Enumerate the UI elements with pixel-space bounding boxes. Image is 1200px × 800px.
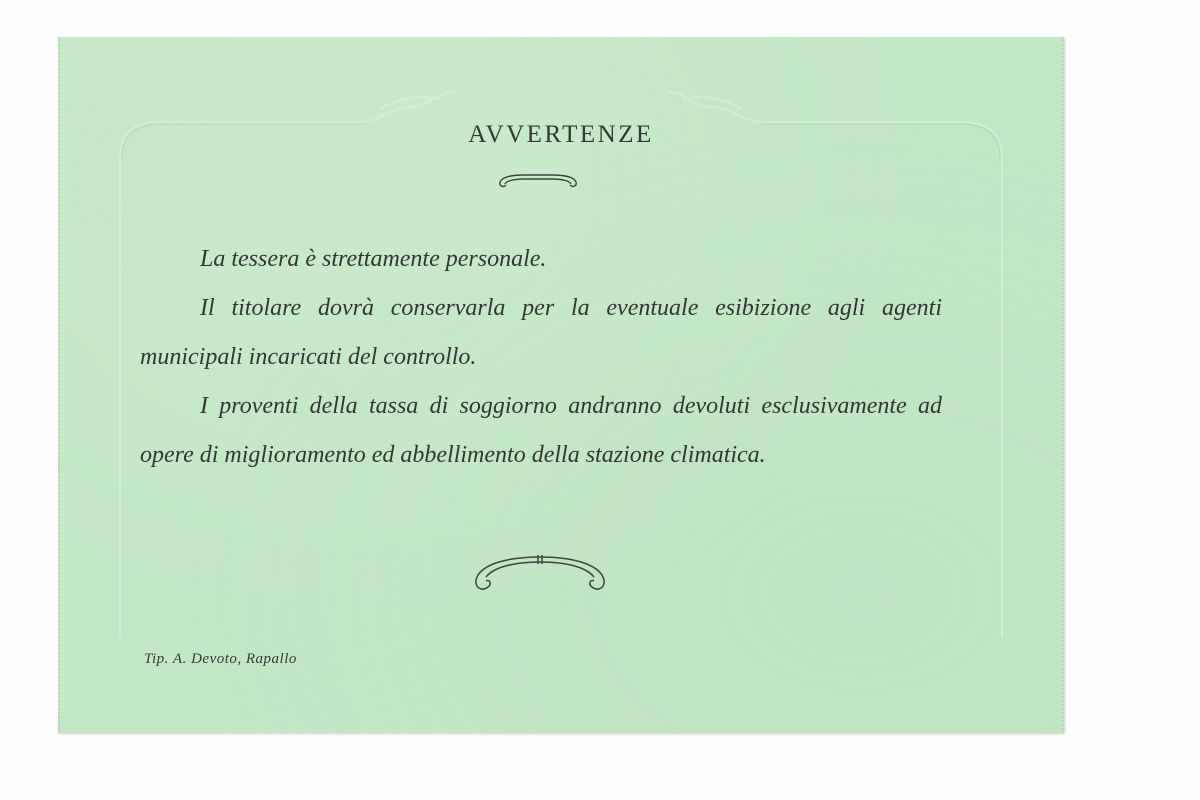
printer-imprint: Tip. A. Devoto, Rapallo [144,651,297,667]
large-scroll-ornament [470,551,610,599]
small-scroll-ornament [494,169,582,191]
notice-text [140,235,942,480]
notice-paragraph-1: La tessera è strettamente personale. [200,246,547,272]
notice-paragraph-3: I proventi della tassa di soggiorno andranno devoluti esclusivamente ad opere di miglioramento ed abbellimento della stazione climatica. [140,393,942,468]
heading: AVVERTENZE [468,121,654,148]
notice-paragraph-2: Il titolare dovrà conservarla per la eventuale esibizione agli agenti municipali incaricati del controllo. [140,295,942,370]
tourist-tax-card-back [58,37,1064,733]
